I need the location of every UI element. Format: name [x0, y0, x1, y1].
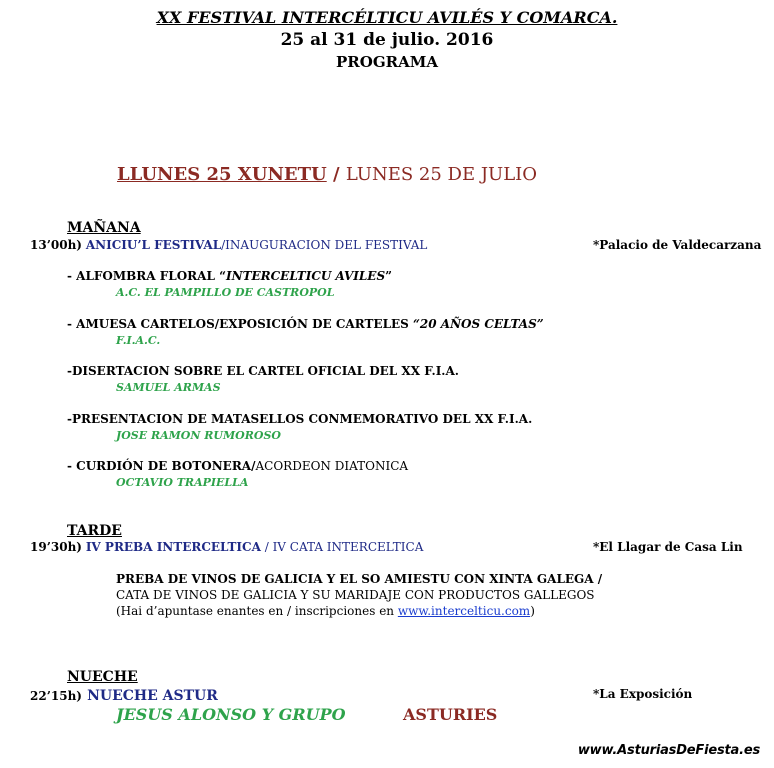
nueche-performer: JESUS ALONSO Y GRUPO [116, 705, 346, 724]
manana-item-title: -DISERTACION SOBRE EL CARTEL OFICIAL DEL XX F.I.A. [67, 364, 459, 378]
manana-time: 13’00h) [30, 238, 82, 252]
nueche-event: NUECHE ASTUR [87, 688, 218, 704]
nueche-origin: ASTURIES [403, 705, 498, 724]
item-text-italic: INTERCELTICU AVILES [225, 269, 386, 283]
item-text: - AMUESA CARTELOS/EXPOSICIÓN DE CARTELES [67, 317, 413, 331]
day-title-separator: / [326, 164, 346, 185]
watermark-text: www.AsturiasDeFiesta.es [577, 743, 760, 758]
manana-item-performer: F.I.A.C. [116, 334, 161, 347]
section-manana-label: MAÑANA [67, 220, 141, 236]
registration-text: (Hai d’apuntase enantes en / inscripciones en [116, 604, 398, 618]
nueche-event-line [30, 685, 218, 704]
programa-heading: PROGRAMA [336, 53, 438, 71]
registration-link[interactable]: www.intercelticu.com [397, 604, 531, 618]
festival-dates: 25 al 31 de julio. 2016 [280, 30, 494, 50]
day-title [117, 164, 537, 185]
tarde-time: 19’30h) [30, 540, 82, 554]
tarde-event-line [30, 540, 423, 554]
manana-item-title [67, 459, 408, 473]
day-title-asturian: LLUNES 25 XUNETU [117, 164, 327, 185]
tarde-description-spanish: CATA DE VINOS DE GALICIA Y SU MARIDAJE CON PRODUCTOS GALLEGOS [116, 588, 595, 602]
item-text-plain: ACORDEON DIATONICA [255, 459, 409, 473]
tarde-event-asturian: IV PREBA INTERCELTICA [85, 540, 261, 554]
tarde-registration-note [116, 604, 535, 618]
nueche-location: *La Exposición [593, 687, 693, 701]
manana-item-performer: OCTAVIO TRAPIELLA [116, 476, 249, 489]
tarde-description-asturian: PREBA DE VINOS DE GALICIA Y EL SO AMIESTU CON XINTA GALEGA / [116, 572, 603, 586]
tarde-location: *El Llagar de Casa Lin [593, 540, 743, 554]
item-text-end: ” [385, 269, 393, 283]
item-text: - ALFOMBRA FLORAL “ [67, 269, 226, 283]
festival-title: XX FESTIVAL INTERCÉLTICU AVILÉS Y COMARCA. [156, 8, 618, 27]
item-text-italic: “20 AÑOS CELTAS” [413, 317, 544, 331]
manana-item-title [67, 269, 392, 283]
nueche-time: 22’15h) [30, 689, 82, 703]
manana-event-asturian: ANICIU’L FESTIVAL [85, 238, 222, 252]
manana-item-performer: JOSE RAMON RUMOROSO [116, 429, 282, 442]
manana-item-performer: SAMUEL ARMAS [116, 381, 221, 394]
manana-item-performer: A.C. EL PAMPILLO DE CASTROPOL [116, 286, 335, 299]
manana-item-title [67, 317, 544, 331]
manana-item-title: -PRESENTACION DE MATASELLOS CONMEMORATIVO DEL XX F.I.A. [67, 412, 533, 426]
tarde-event-spanish: / IV CATA INTERCELTICA [260, 540, 424, 554]
manana-location: *Palacio de Valdecarzana [593, 238, 762, 252]
section-nueche-label: NUECHE [67, 669, 138, 685]
day-title-spanish: LUNES 25 DE JULIO [345, 164, 538, 185]
item-text: - CURDIÓN DE BOTONERA/ [67, 459, 256, 473]
manana-event-line [30, 238, 427, 252]
manana-event-spanish: /INAUGURACION DEL FESTIVAL [221, 238, 428, 252]
registration-text-end: ) [530, 604, 535, 618]
section-tarde-label: TARDE [67, 523, 122, 539]
